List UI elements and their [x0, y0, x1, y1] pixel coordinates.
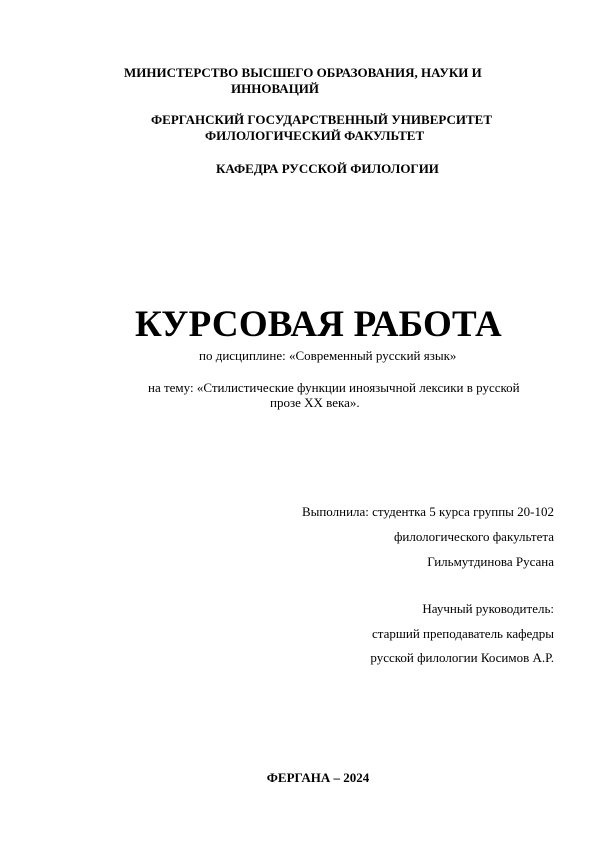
topic-line-1: на тему: «Стилистические функции иноязычной лексики в русской [148, 380, 520, 395]
supervisor-position: старший преподаватель кафедры [371, 626, 554, 641]
city-year: ФЕРГАНА – 2024 [266, 770, 370, 785]
supervisor-name: русской филологии Косимов А.Р. [370, 650, 554, 665]
author-name: Гильмутдинова Русана [427, 554, 554, 569]
department-name: КАФЕДРА РУССКОЙ ФИЛОЛОГИИ [216, 161, 439, 176]
document-title: КУРСОВАЯ РАБОТА [135, 304, 502, 345]
author-line-2: филологического факультета [393, 529, 554, 544]
topic-line-2: прозе XX века». [270, 395, 360, 410]
author-line-1: Выполнила: студентка 5 курса группы 20-102 [301, 504, 554, 519]
university-name: ФЕРГАНСКИЙ ГОСУДАРСТВЕННЫЙ УНИВЕРСИТЕТ [151, 112, 492, 127]
ministry-line-2: ИННОВАЦИЙ [231, 81, 320, 96]
discipline-line: по дисциплине: «Современный русский язык» [199, 348, 457, 363]
faculty-name: ФИЛОЛОГИЧЕСКИЙ ФАКУЛЬТЕТ [205, 128, 425, 143]
supervisor-label: Научный руководитель: [422, 601, 554, 616]
ministry-line-1: МИНИСТЕРСТВО ВЫСШЕГО ОБРАЗОВАНИЯ, НАУКИ И [124, 65, 482, 80]
